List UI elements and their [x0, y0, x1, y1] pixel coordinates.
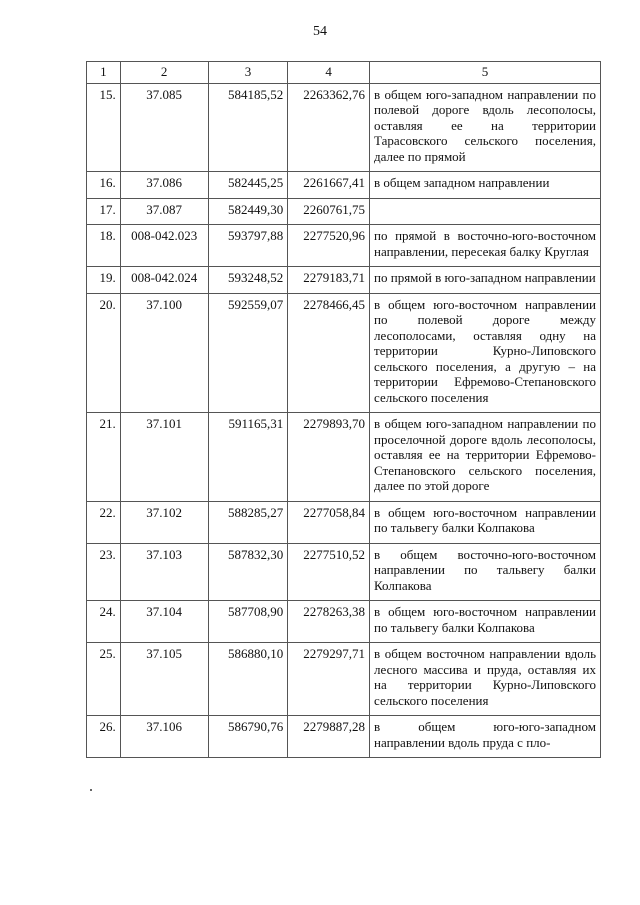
row-number-cell: 24.: [87, 601, 121, 643]
row-number-cell: 25.: [87, 643, 121, 716]
header-cell-5: 5: [370, 62, 601, 84]
y-coordinate-cell: 2279893,70: [288, 413, 370, 502]
x-coordinate-cell: 593797,88: [208, 225, 288, 267]
description-cell: в общем юго-западном направлении по проселочной дороге вдоль лесополосы, оставляя ее на территории Ефремово-Степановского сельского поселения, далее по этой дороге: [370, 413, 601, 502]
x-coordinate-cell: 584185,52: [208, 83, 288, 172]
x-coordinate-cell: 587708,90: [208, 601, 288, 643]
table-row: [87, 267, 601, 294]
y-coordinate-cell: 2279887,28: [288, 716, 370, 758]
x-coordinate-cell: 582449,30: [208, 198, 288, 225]
row-number-cell: 17.: [87, 198, 121, 225]
y-coordinate-cell: 2278466,45: [288, 293, 370, 413]
row-number-cell: 16.: [87, 172, 121, 199]
y-coordinate-cell: 2263362,76: [288, 83, 370, 172]
row-number-cell: 15.: [87, 83, 121, 172]
table-row: [87, 413, 601, 502]
description-cell: в общем юго-западном направлении по полевой дороге вдоль лесополосы, оставляя ее на территории Тарасовского сельского поселения, далее по прямой: [370, 83, 601, 172]
y-coordinate-cell: 2279297,71: [288, 643, 370, 716]
description-cell: по прямой в юго-западном направлении: [370, 267, 601, 294]
x-coordinate-cell: 588285,27: [208, 501, 288, 543]
x-coordinate-cell: 592559,07: [208, 293, 288, 413]
table-row: [87, 83, 601, 172]
row-number-cell: 26.: [87, 716, 121, 758]
y-coordinate-cell: 2277520,96: [288, 225, 370, 267]
table-row: [87, 501, 601, 543]
point-id-cell: 008-042.024: [120, 267, 208, 294]
table-row: [87, 601, 601, 643]
table-row: [87, 198, 601, 225]
page-number: 54: [313, 24, 327, 39]
description-cell: в общем восточном направлении вдоль лесного массива и пруда, оставляя их на территории Курно-Липовского сельского поселения: [370, 643, 601, 716]
description-cell: в общем западном направлении: [370, 172, 601, 199]
table-row: [87, 172, 601, 199]
point-id-cell: 37.104: [120, 601, 208, 643]
point-id-cell: 37.103: [120, 543, 208, 601]
y-coordinate-cell: 2261667,41: [288, 172, 370, 199]
description-cell: в общем юго-восточном направлении по полевой дороге между лесополосами, оставляя одну на территории Курно-Липовского сельского поселения, а другую – на территории Ефремово-Степановского сельского поселения: [370, 293, 601, 413]
table-row: [87, 643, 601, 716]
description-cell: [370, 198, 601, 225]
x-coordinate-cell: 582445,25: [208, 172, 288, 199]
point-id-cell: 37.086: [120, 172, 208, 199]
y-coordinate-cell: 2278263,38: [288, 601, 370, 643]
row-number-cell: 22.: [87, 501, 121, 543]
point-id-cell: 37.100: [120, 293, 208, 413]
description-cell: по прямой в восточно-юго-восточном направлении, пересекая балку Круглая: [370, 225, 601, 267]
x-coordinate-cell: 586790,76: [208, 716, 288, 758]
x-coordinate-cell: 593248,52: [208, 267, 288, 294]
description-cell: в общем восточно-юго-восточном направлении по тальвегу балки Колпакова: [370, 543, 601, 601]
description-cell: в общем юго-восточном направлении по тальвегу балки Колпакова: [370, 501, 601, 543]
point-id-cell: 37.087: [120, 198, 208, 225]
row-number-cell: 18.: [87, 225, 121, 267]
point-id-cell: 37.106: [120, 716, 208, 758]
point-id-cell: 37.101: [120, 413, 208, 502]
table-row: [87, 543, 601, 601]
point-id-cell: 37.102: [120, 501, 208, 543]
row-number-cell: 20.: [87, 293, 121, 413]
table-header-row: [87, 62, 601, 84]
point-id-cell: 37.085: [120, 83, 208, 172]
y-coordinate-cell: 2279183,71: [288, 267, 370, 294]
point-id-cell: 008-042.023: [120, 225, 208, 267]
scan-speck: [90, 789, 92, 791]
row-number-cell: 23.: [87, 543, 121, 601]
row-number-cell: 21.: [87, 413, 121, 502]
header-cell-2: 2: [120, 62, 208, 84]
point-id-cell: 37.105: [120, 643, 208, 716]
header-cell-3: 3: [208, 62, 288, 84]
y-coordinate-cell: 2277058,84: [288, 501, 370, 543]
header-cell-1: 1: [87, 62, 121, 84]
row-number-cell: 19.: [87, 267, 121, 294]
x-coordinate-cell: 586880,10: [208, 643, 288, 716]
table-row: [87, 225, 601, 267]
header-cell-4: 4: [288, 62, 370, 84]
y-coordinate-cell: 2260761,75: [288, 198, 370, 225]
table-body: [87, 62, 601, 758]
boundary-points-table: [86, 61, 601, 758]
table-row: [87, 716, 601, 758]
description-cell: в общем юго-юго-западном направлении вдоль пруда с пло-: [370, 716, 601, 758]
x-coordinate-cell: 591165,31: [208, 413, 288, 502]
x-coordinate-cell: 587832,30: [208, 543, 288, 601]
table-row: [87, 293, 601, 413]
description-cell: в общем юго-восточном направлении по тальвегу балки Колпакова: [370, 601, 601, 643]
y-coordinate-cell: 2277510,52: [288, 543, 370, 601]
